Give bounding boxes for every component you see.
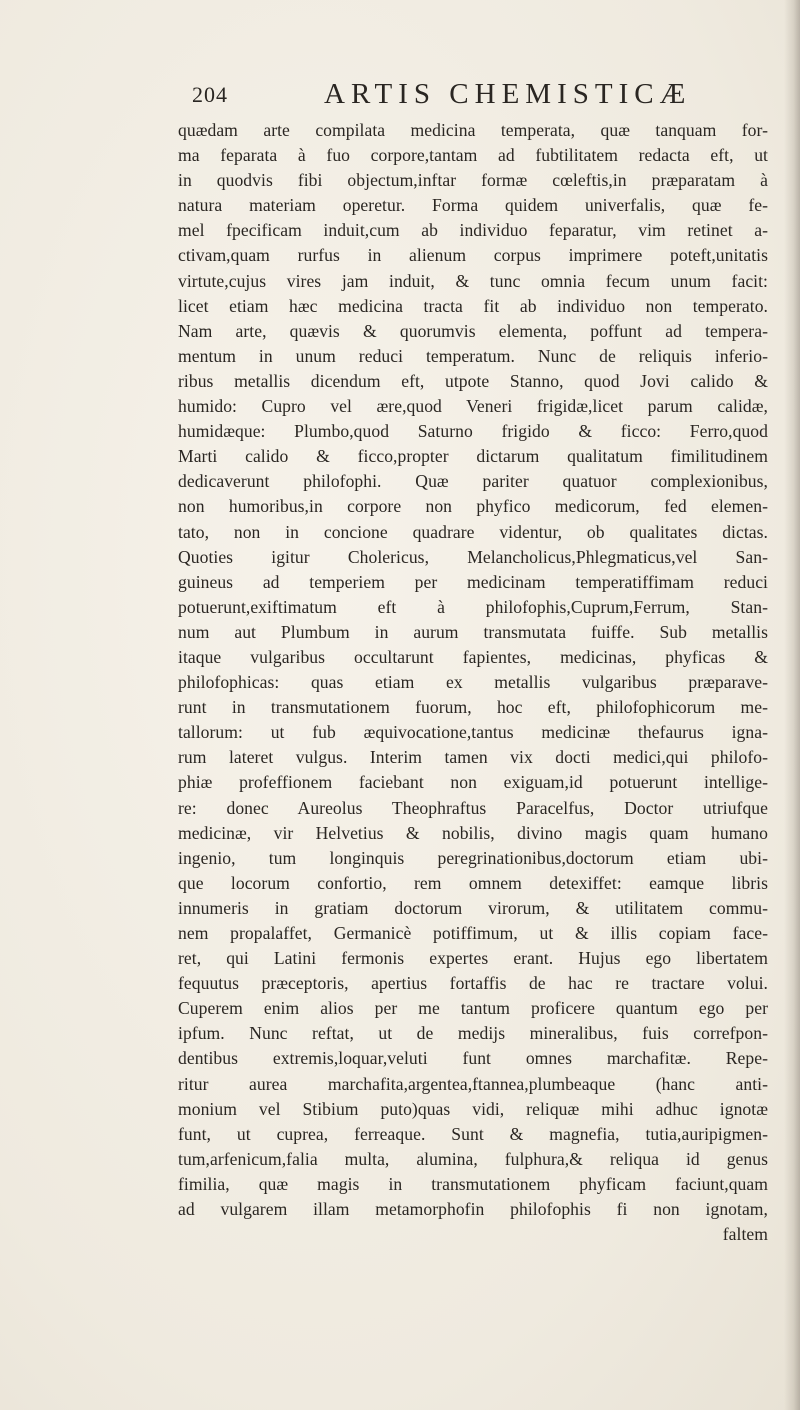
text-line: ingenio, tum longinquis peregrinationibus,doctorum etiam ubi-: [178, 847, 768, 868]
text-line: funt, ut cuprea, ferreaque. Sunt & magnefia, tutia,auripigmen-: [178, 1123, 768, 1144]
text-line: innumeris in gratiam doctorum virorum, & utilitatem commu-: [178, 897, 768, 918]
text-line: ipfum. Nunc reftat, ut de medijs mineralibus, fuis correfpon-: [178, 1023, 768, 1044]
text-line: rum lateret vulgus. Interim tamen vix docti medici,qui philofo-: [178, 747, 768, 768]
text-line: natura materiam operetur. Forma quidem univerfalis, quæ fe-: [178, 195, 768, 216]
text-line: re: donec Aureolus Theophraftus Paracelfus, Doctor utriufque: [178, 797, 768, 818]
text-line: ctivam,quam rurfus in alienum corpus imprimere poteft,unitatis: [178, 245, 768, 266]
text-line: non humoribus,in corpore non phyfico medicorum, fed elemen-: [178, 496, 768, 517]
text-line: philofophicas: quas etiam ex metallis vulgaribus præparave-: [178, 672, 768, 693]
text-line: fimilia, quæ magis in transmutationem phyficam faciunt,quam: [178, 1173, 768, 1194]
page-header: [192, 78, 752, 114]
text-line: Cuperem enim alios per me tantum proficere quantum ego per: [178, 998, 768, 1019]
text-line: ad vulgarem illam metamorphofin philofophis fi non ignotam,: [178, 1199, 768, 1220]
text-line: in quodvis fibi objectum,inftar formæ cœleftis,in præparatam à: [178, 170, 768, 191]
text-line: ritur aurea marchafita,argentea,ftannea,plumbeaque (hanc anti-: [178, 1073, 768, 1094]
text-line: humido: Cupro vel ære,quod Veneri frigidæ,licet parum calidæ,: [178, 396, 768, 417]
text-line: ribus metallis dicendum eft, utpote Stanno, quod Jovi calido &: [178, 370, 768, 391]
text-line: phiæ profeffionem faciebant non exiguam,id potuerunt intellige-: [178, 772, 768, 793]
running-title: ARTIS CHEMISTICÆ: [324, 78, 692, 110]
text-line: fequutus præceptoris, apertius fortaffis de hac re tractare volui.: [178, 973, 768, 994]
text-line: Quoties igitur Cholericus, Melancholicus,Phlegmaticus,vel San-: [178, 546, 768, 567]
text-line: quædam arte compilata medicina temperata, quæ tanquam for-: [178, 120, 768, 140]
text-line: Nam arte, quævis & quorumvis elementa, poffunt ad tempera-: [178, 320, 768, 341]
body-text: [178, 118, 768, 1247]
text-line: runt in transmutationem fuorum, hoc eft, philofophicorum me-: [178, 697, 768, 718]
page-gutter-shadow: [784, 0, 800, 1410]
text-line: guineus ad temperiem per medicinam temperatiffimam reduci: [178, 571, 768, 592]
text-line: tallorum: ut fub æquivocatione,tantus medicinæ thefaurus igna-: [178, 722, 768, 743]
text-line: humidæque: Plumbo,quod Saturno frigido & ficco: Ferro,quod: [178, 421, 768, 442]
text-line: ma feparata à fuo corpore,tantam ad fubtilitatem redacta eft, ut: [178, 145, 768, 166]
text-line: tato, non in concione quadrare videntur, ob qualitates dictas.: [178, 521, 768, 542]
text-line: dedicaverunt philofophi. Quæ pariter quatuor complexionibus,: [178, 471, 768, 492]
text-line: nem propalaffet, Germanicè potiffimum, ut & illis copiam face-: [178, 923, 768, 943]
text-line: ret, qui Latini fermonis expertes erant. Hujus ego libertatem: [178, 948, 768, 969]
text-line: potuerunt,exiftimatum eft à philofophis,Cuprum,Ferrum, Stan-: [178, 596, 768, 617]
text-line: que locorum confortio, rem omnem detexiffet: eamque libris: [178, 872, 768, 893]
text-line: tum,arfenicum,falia multa, alumina, fulphura,& reliqua id genus: [178, 1148, 768, 1169]
text-line: faltem: [722, 1224, 768, 1245]
text-line: monium vel Stibium puto)quas vidi, reliquæ mihi adhuc ignotæ: [178, 1098, 768, 1119]
text-line: num aut Plumbum in aurum transmutata fuiffe. Sub metallis: [178, 621, 768, 642]
text-line: dentibus extremis,loquar,veluti funt omnes marchafitæ. Repe-: [178, 1048, 768, 1069]
text-line: mel fpecificam induit,cum ab individuo feparatur, vim retinet a-: [178, 220, 768, 241]
text-line: mentum in unum reduci temperatum. Nunc de reliquis inferio-: [178, 345, 768, 366]
text-line: licet etiam hæc medicina tracta fit ab individuo non temperato.: [178, 295, 768, 316]
text-line: medicinæ, vir Helvetius & nobilis, divino magis quam humano: [178, 822, 768, 843]
text-line: Marti calido & ficco,propter dictarum qualitatum fimilitudinem: [178, 446, 768, 467]
page-number: 204: [192, 82, 228, 107]
text-line: itaque vulgaribus occultarunt fapientes, medicinas, phyficas &: [178, 646, 768, 667]
text-line: virtute,cujus vires jam induit, & tunc omnia fecum unum facit:: [178, 270, 768, 291]
